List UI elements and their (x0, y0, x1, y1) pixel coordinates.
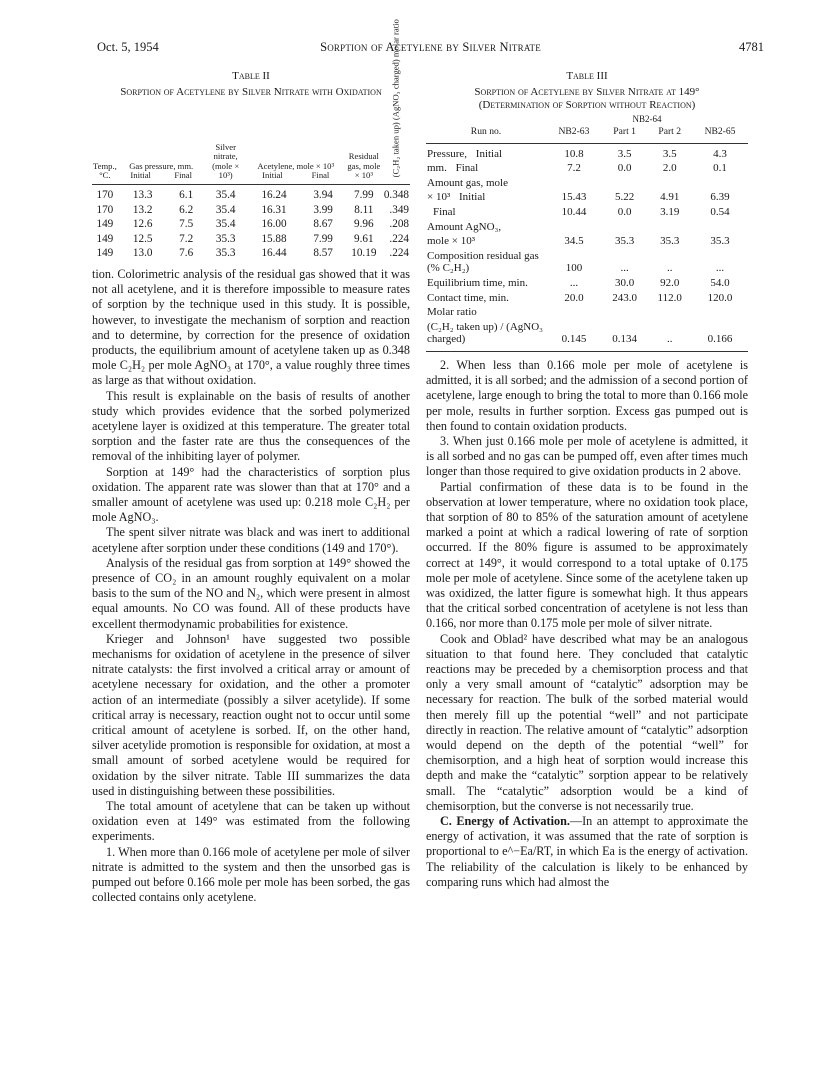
t2-head-acetylene (247, 103, 345, 181)
table-cell: 35.3 (215, 247, 236, 260)
table-cell: .349 (389, 203, 409, 216)
table-cell: ... (715, 262, 725, 275)
t2-head-gas-final: Final (174, 170, 192, 181)
table-cell: 4.3 (713, 147, 727, 160)
row-label-main: Equilibrium time, min. (427, 276, 528, 289)
table-cell: 92.0 (660, 276, 680, 289)
row-label-main: mm. (427, 162, 447, 175)
table-cell: 0.145 (561, 333, 587, 346)
table-row (426, 147, 748, 162)
table-cell (692, 305, 748, 320)
table-cell (602, 220, 647, 235)
table-cell: .224 (389, 232, 409, 245)
row-label (426, 220, 546, 235)
table-cell (647, 305, 692, 320)
t3-head-c: Part 2 (658, 126, 682, 137)
table-cell: 3.5 (617, 147, 632, 160)
row-label (426, 305, 546, 320)
table-cell: 6.39 (710, 191, 730, 204)
table-cell: 12.6 (132, 218, 153, 231)
table-cell: 8.57 (313, 247, 333, 260)
row-label (426, 147, 546, 162)
table-cell: 12.5 (132, 232, 153, 245)
row-label-main: Pressure, (427, 147, 468, 160)
table2-body (92, 188, 410, 261)
table-cell (546, 176, 602, 191)
table-cell: 16.44 (261, 247, 287, 260)
right-paragraph: Cook and Oblad² have described what may be an analogous situation to that found here. They concluded that catalytic reactions may be preceded by a chemisorption process and that only a very small amount of “catalytic” adsorption may be necessary for reaction. The bulk of the sorbed material would then merely fill up the potential “well” and not participate directly in reaction. The relative amount of “catalytic” adsorption would depend on the depth of the potential “well” for chemisorption, and a high heat of sorption would increase this depth and make the “catalytic” sorption appear to be relatively small. The “catalytic” adsorption would be a kind of chemisorption, but the converse is not necessarily true. (426, 631, 748, 813)
table-row (426, 205, 748, 220)
table-cell: 9.61 (354, 232, 374, 245)
table-cell: 13.3 (132, 189, 153, 201)
row-label-main: Contact time, min. (427, 291, 509, 304)
table2-caption: Sorption of Acetylene by Silver Nitrate with Oxidation (120, 86, 382, 98)
table-cell: 7.6 (179, 247, 194, 260)
table-cell: 8.67 (313, 218, 333, 231)
table-row (92, 188, 410, 203)
table-row (92, 246, 410, 261)
table-cell: 16.31 (261, 203, 287, 216)
right-paragraph: Partial confirmation of these data is to be found in the observation at lower temperature, where no oxidation took place, that sorption of 80 to 85% of the saturation amount of acetylene marked a point at which a radical lowering of rate of sorption occurred. If the 80% figure is assumed to be approximately correct at 149°, it would correspond to a total uptake of 0.175 mole per mole of acetylene. Since some of the acetylene taken up was oxidized, the latter figure is somewhat high. It thus appears that the critical sorbed concentration of acetylene is not less than 0.166, nor more than 0.175 mole per mole of silver nitrate. (426, 479, 748, 631)
right-paragraph: 2. When less than 0.166 mole per mole of acetylene is admitted, it is all sorbed; and the admission of a second portion of acetylene, large enough to bring the total to more than 0.166 mole per mole, results in further sorption. Excess gas pumped out is then found to contain oxidation products. (426, 357, 748, 433)
left-body-text (92, 267, 410, 906)
t2-head-gas-initial: Initial (130, 170, 151, 181)
section-c-text: —In an attempt to approximate the energy of activation, it was assumed that the rate of sorption is proportional to e^−Ea/RT, in which Ea is the energy of activation. The reliability of the calculation is likely to be enhanced by comparing runs which had almost the (426, 814, 748, 889)
table-cell: 243.0 (612, 291, 637, 304)
table-cell: ... (620, 262, 629, 275)
table-cell: 0.134 (612, 333, 637, 346)
left-paragraph: Krieger and Johnson¹ have suggested two possible mechanisms for oxidation of acetylene in the presence of silver nitrate catalysts: the first involved a critical array or amount of acetylene necessary for oxidation, and the other a promoter action of an intermediate (possibly a silver acetylide). If some critical array is necessary, reaction ought not to occur until some critical amount of acetylene is sorbed. If, on the other hand, silver acetylide promotion is responsible for oxidation, at most a small amount of sorbed acetylene would be required for oxidation by the silver nitrate. Table III summarizes the data used in distinguishing between these possibilities. (92, 631, 410, 798)
table-cell: 35.4 (215, 203, 236, 216)
row-label-main: × 10³ (427, 191, 451, 204)
table-cell: 10.44 (561, 205, 587, 218)
right-column (426, 70, 748, 890)
table-cell: 7.2 (567, 162, 581, 175)
table-row (426, 291, 748, 306)
row-label-sub: Final (433, 205, 456, 218)
t2-head-acet-final: Final (311, 170, 330, 181)
row-label-sub: Initial (475, 147, 503, 160)
left-paragraph: tion. Colorimetric analysis of the residual gas showed that it was not all acetylene, and it is therefore impossible to measure rates of sorption by the technique used in this study. It is possible, however, to investigate the mechanism of sorption and reaction and to determine, by correction for the presence of oxidation products, the equilibrium amount of acetylene taken up as 0.348 mole C₂H₂ per mole AgNO₃ at 170°, a value roughly three times as large as that without oxidation. (92, 266, 410, 388)
table-cell: 7.99 (313, 232, 333, 245)
table-cell (692, 176, 748, 191)
table-cell: 13.2 (132, 203, 153, 216)
table-cell: 0.166 (707, 333, 733, 346)
left-paragraph: This result is explainable on the basis of results of another study which provides evidence that the sorbed polymerized acetylene layer is oxidized at this temperature. The greater total sorption and the faster rate are thus the consequences of the removal of the inhibiting layer of polymer. (92, 388, 410, 464)
table-cell (546, 305, 602, 320)
left-paragraph: Analysis of the residual gas from sorption at 149° showed the presence of CO₂ in an amount roughly equivalent on a molar basis to the sum of the NO and N₂, which were present in almost equal amounts. No CO was found. All of these products have excellent thermodynamic probabilities for existence. (92, 555, 410, 631)
page-number: 4781 (739, 40, 764, 54)
table-cell: 0.0 (617, 205, 632, 218)
row-label-main: Amount gas, mole (427, 176, 508, 189)
section-c-paragraph (426, 814, 748, 890)
table-cell: 149 (96, 232, 114, 245)
table-cell (647, 176, 692, 191)
t2-head-residual: Residual gas, mole × 10³ (347, 151, 381, 181)
table-cell: 10.19 (351, 247, 377, 260)
table-cell (602, 305, 647, 320)
table-cell: 7.99 (354, 189, 374, 201)
table-cell: ... (569, 276, 579, 289)
row-label-main: Molar ratio (427, 306, 477, 319)
t3-head-group: NB2-64 (632, 114, 662, 124)
table-cell: .. (666, 333, 673, 346)
table-row (92, 203, 410, 218)
table-cell: 35.3 (660, 235, 680, 248)
table-cell: 120.0 (707, 291, 733, 304)
left-paragraph: Sorption at 149° had the characteristics of sorption plus oxidation. The apparent rate was slower than that at 170° and a smaller amount of acetylene was used up: 0.218 mole C₂H₂ per mole AgNO₃. (92, 464, 410, 525)
table-cell: 3.94 (313, 189, 333, 201)
table-row (426, 320, 748, 347)
table3-caption-2: (Determination of Sorption without Reaction) (478, 99, 696, 111)
t3-head-a: NB2-63 (558, 126, 590, 137)
table-cell: 3.19 (660, 205, 680, 218)
table-cell: 16.00 (261, 218, 287, 231)
row-label-main: Composition residual gas (% C₂H₂) (427, 249, 539, 275)
table2-label: Table II (232, 70, 270, 82)
t2-head-ratio: (C₂H₂ taken up) (AgNO₃ charged) molar ratio (390, 18, 401, 177)
table-cell: 3.99 (313, 203, 333, 216)
row-label-main: Amount AgNO₃, (427, 220, 502, 233)
table-cell: 35.4 (215, 218, 236, 231)
t2-head-gas (118, 103, 205, 181)
table-row (92, 232, 410, 247)
row-label-main: mole × 10³ (427, 235, 475, 248)
t3-head-d: NB2-65 (704, 126, 736, 137)
table-row (426, 276, 748, 291)
table-cell: 54.0 (710, 276, 730, 289)
row-label-main: (C₂H₂ taken up) / (AgNO₃ charged) (427, 320, 543, 346)
table-cell: .224 (389, 247, 409, 260)
table3-body (426, 147, 748, 347)
t2-head-gas-label: Gas pressure, mm. (129, 160, 194, 171)
table-cell: 149 (96, 218, 114, 231)
header-date: Oct. 5, 1954 (97, 40, 159, 54)
table3 (426, 114, 748, 347)
table-cell: 10.8 (564, 147, 584, 160)
table-cell (546, 220, 602, 235)
row-label (426, 276, 546, 291)
table-cell: 16.24 (261, 189, 287, 201)
table-cell: 170 (96, 203, 114, 216)
table-cell: 0.0 (617, 162, 632, 175)
header-title: Sorption of Acetylene by Silver Nitrate (320, 40, 541, 54)
t2-head-silver: Silver nitrate, (mole × 10³) (212, 141, 240, 181)
table-row (426, 176, 748, 191)
t3-head-b: Part 1 (613, 126, 636, 137)
table-cell (602, 176, 647, 191)
table-row (426, 190, 748, 205)
table-cell: 170 (96, 189, 114, 201)
table-cell: 7.2 (179, 232, 194, 245)
table-cell: 4.91 (660, 191, 680, 204)
running-head (97, 40, 764, 58)
table-cell: 5.22 (614, 191, 635, 204)
table-cell: 30.0 (614, 276, 635, 289)
table-cell: 35.4 (215, 189, 236, 201)
table-cell: 9.96 (354, 218, 374, 231)
table-row (426, 161, 748, 176)
table-cell: 7.5 (179, 218, 194, 231)
table-row (92, 217, 410, 232)
table-row (426, 249, 748, 276)
row-label (426, 176, 546, 191)
table-cell: 35.3 (215, 232, 236, 245)
table-cell: 149 (96, 247, 114, 260)
row-label-sub: Final (455, 162, 479, 175)
table-cell: 20.0 (564, 291, 584, 304)
table-cell: 3.5 (662, 147, 677, 160)
table-cell: 6.1 (179, 189, 194, 201)
right-body-text (426, 358, 748, 890)
table3-caption-1: Sorption of Acetylene by Silver Nitrate at 149° (474, 86, 700, 98)
left-paragraph: 1. When more than 0.166 mole of acetylene per mole of silver nitrate is admitted to the system and then the unsorbed gas is pumped out before 0.166 mole per mole has been sorbed, the gas collected contains only acetylene. (92, 844, 410, 905)
table-cell: 0.1 (713, 162, 727, 175)
table-cell: 8.11 (354, 203, 374, 216)
table-cell: 112.0 (657, 291, 682, 304)
left-paragraph: The spent silver nitrate was black and was inert to additional acetylene after sorption under these conditions (149 and 170°). (92, 525, 410, 555)
table-cell: 2.0 (662, 162, 677, 175)
table-cell: 35.3 (710, 235, 730, 248)
table-cell: 15.43 (561, 191, 587, 204)
table-cell (647, 220, 692, 235)
right-paragraph: 3. When just 0.166 mole per mole of acetylene is admitted, it is all sorbed and no gas can be pumped off, even after times much longer than those required to give oxidation products in 2 above. (426, 433, 748, 479)
table-row (426, 234, 748, 249)
t2-head-acetylene-label: Acetylene, mole × 10³ (257, 160, 335, 171)
table-cell: .. (666, 262, 673, 275)
table-cell: 34.5 (564, 235, 584, 248)
section-c-heading: C. Energy of Activation. (440, 814, 570, 828)
row-label (426, 249, 546, 276)
table-cell: 35.3 (614, 235, 635, 248)
table-cell: 13.0 (132, 247, 153, 260)
table-cell: 0.54 (710, 205, 730, 218)
table-row (426, 305, 748, 320)
row-label (426, 161, 546, 176)
row-label (426, 234, 546, 249)
table3-label: Table III (566, 70, 608, 82)
table-row (426, 220, 748, 235)
table-cell (692, 220, 748, 235)
row-label (426, 205, 546, 220)
row-label (426, 320, 546, 347)
left-paragraph: The total amount of acetylene that can be taken up without oxidation even at 149° was estimated from the following experiments. (92, 799, 410, 844)
row-label (426, 190, 546, 205)
table-cell: 100 (565, 262, 583, 275)
table-cell: 0.348 (383, 189, 409, 201)
row-label-sub: Initial (459, 191, 486, 204)
t2-head-acet-initial: Initial (262, 170, 283, 181)
table-cell: 15.88 (261, 232, 287, 245)
t3-head-run: Run no. (470, 126, 502, 137)
t2-head-temp: Temp., °C. (93, 160, 117, 181)
table-cell: 6.2 (179, 203, 194, 216)
row-label (426, 291, 546, 306)
table-cell: .208 (389, 218, 409, 231)
